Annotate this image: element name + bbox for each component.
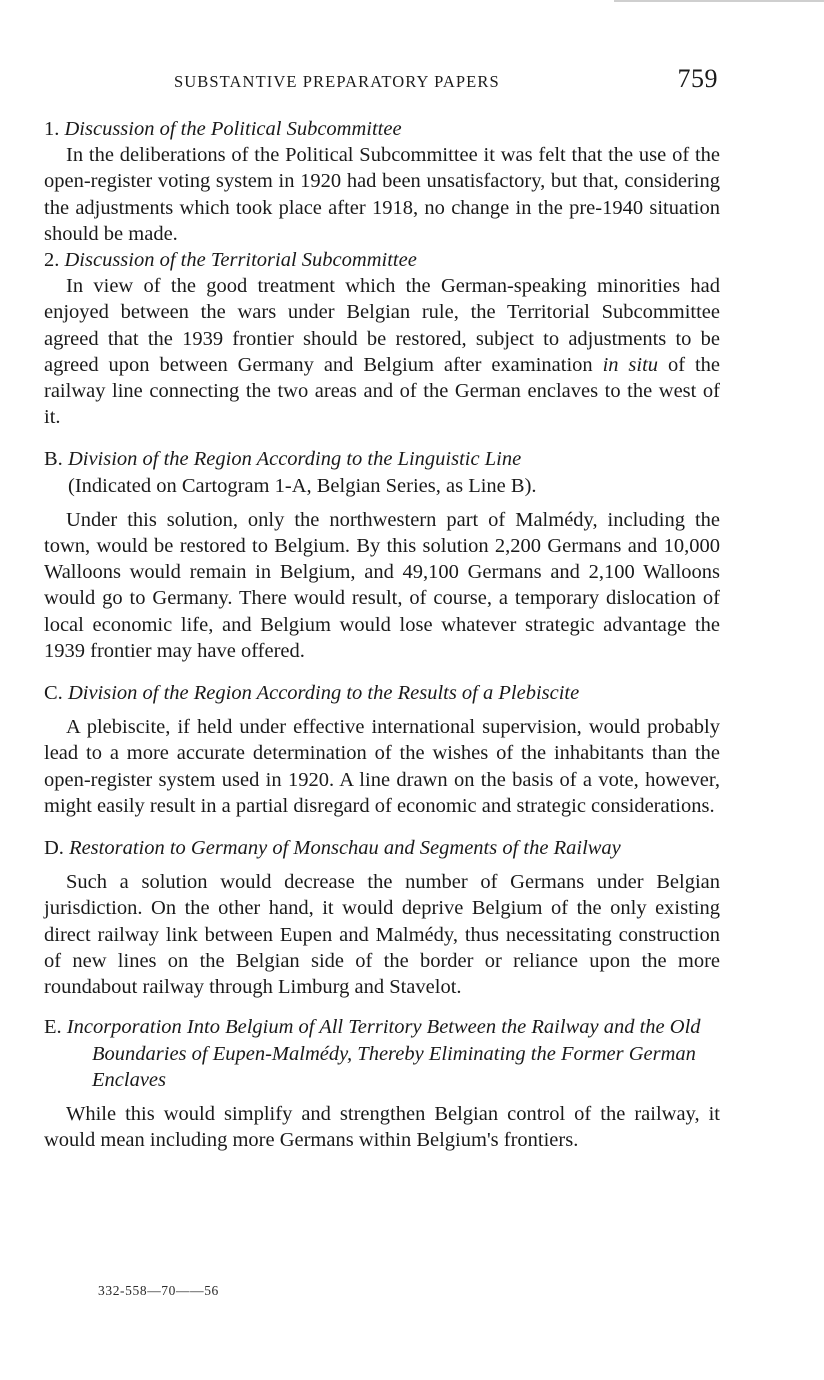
page-number: 759 — [677, 64, 718, 93]
paragraph-political: In the deliberations of the Political Subcommittee it was felt that the use of the open-register voting system in 1920 had been unsatisfactory, but that, considering the adjustments which took place after 1918, no change in the pre-1940 situation should be made. — [44, 144, 720, 245]
paragraph-incorporation: While this would simplify and strengthen Belgian control of the railway, it would mean including more Germans within Belgium's frontiers. — [44, 1102, 720, 1152]
paragraph-text: In view of the good treatment which the German-speaking minorities had enjoyed between the wars under Belgian rule, the Territorial Subcommittee agreed that the 1939 frontier should be restored, subject to adjustments to be agreed upon between Germany and Belgium after examination — [44, 275, 720, 376]
paragraph-monschau: Such a solution would decrease the number of Germans under Belgian jurisdiction. On the other hand, it would deprive Belgium of the only existing direct railway link between Eupen and Malmédy, thus necessitating construction of new lines on the Belgian side of the border or reliance upon the more roundabout railway through Limburg and Stavelot. — [44, 871, 720, 999]
in-situ-italic: in situ — [602, 353, 659, 376]
document-body — [44, 116, 720, 1153]
section-title: Incorporation Into Belgium of All Territory Between the Railway and the Old Boundaries of Eupen-Malmédy, Thereby Eliminating the Former German Enclaves — [66, 1016, 701, 1091]
section-note-cartogram: (Indicated on Cartogram 1-A, Belgian Series, as Line B). — [68, 474, 537, 497]
subsection-title: Discussion of the Territorial Subcommittee — [64, 249, 417, 272]
subsection-heading-political — [44, 116, 720, 142]
section-heading-e — [44, 1014, 720, 1093]
section-title: Division of the Region According to the Linguistic Line — [67, 448, 522, 471]
section-heading-b — [44, 446, 720, 472]
running-head — [44, 66, 720, 100]
subsection-number: 1. — [44, 118, 60, 140]
running-title: SUBSTANTIVE PREPARATORY PAPERS — [174, 72, 500, 91]
section-letter: B. — [44, 448, 63, 471]
section-letter: C. — [44, 682, 63, 705]
section-letter: D. — [44, 837, 64, 860]
subsection-number: 2. — [44, 249, 60, 272]
subsection-title: Discussion of the Political Subcommittee — [64, 118, 402, 140]
paragraph-plebiscite: A plebiscite, if held under effective international supervision, would probably lead to a more accurate determination of the wishes of the inhabitants than the open-register system used in 1920. A line drawn on the basis of a vote, however, might easily result in a partial disregard of economic and strategic considerations. — [44, 716, 720, 817]
section-letter: E. — [44, 1016, 62, 1039]
paragraph-text: of the railway line connecting the two areas and of the German enclaves to the west of it. — [44, 353, 720, 429]
print-code: 332-558—70——56 — [98, 1283, 219, 1298]
section-heading-c — [44, 680, 720, 706]
section-title: Restoration to Germany of Monschau and Segments of the Railway — [69, 837, 621, 860]
section-heading-d — [44, 835, 720, 861]
section-title: Division of the Region According to the Results of a Plebiscite — [67, 682, 580, 705]
paragraph-territorial — [44, 273, 720, 430]
paragraph-linguistic-line: Under this solution, only the northwestern part of Malmédy, including the town, would be restored to Belgium. By this solution 2,200 Germans and 10,000 Walloons would remain in Belgium, and 49,100 Germans and 2,100 Walloons would go to Germany. There would result, of course, a temporary dislocation of local economic life, and Belgium would lose whatever strategic advantage the 1939 frontier may have offered. — [44, 508, 720, 662]
subsection-heading-territorial — [44, 247, 720, 273]
